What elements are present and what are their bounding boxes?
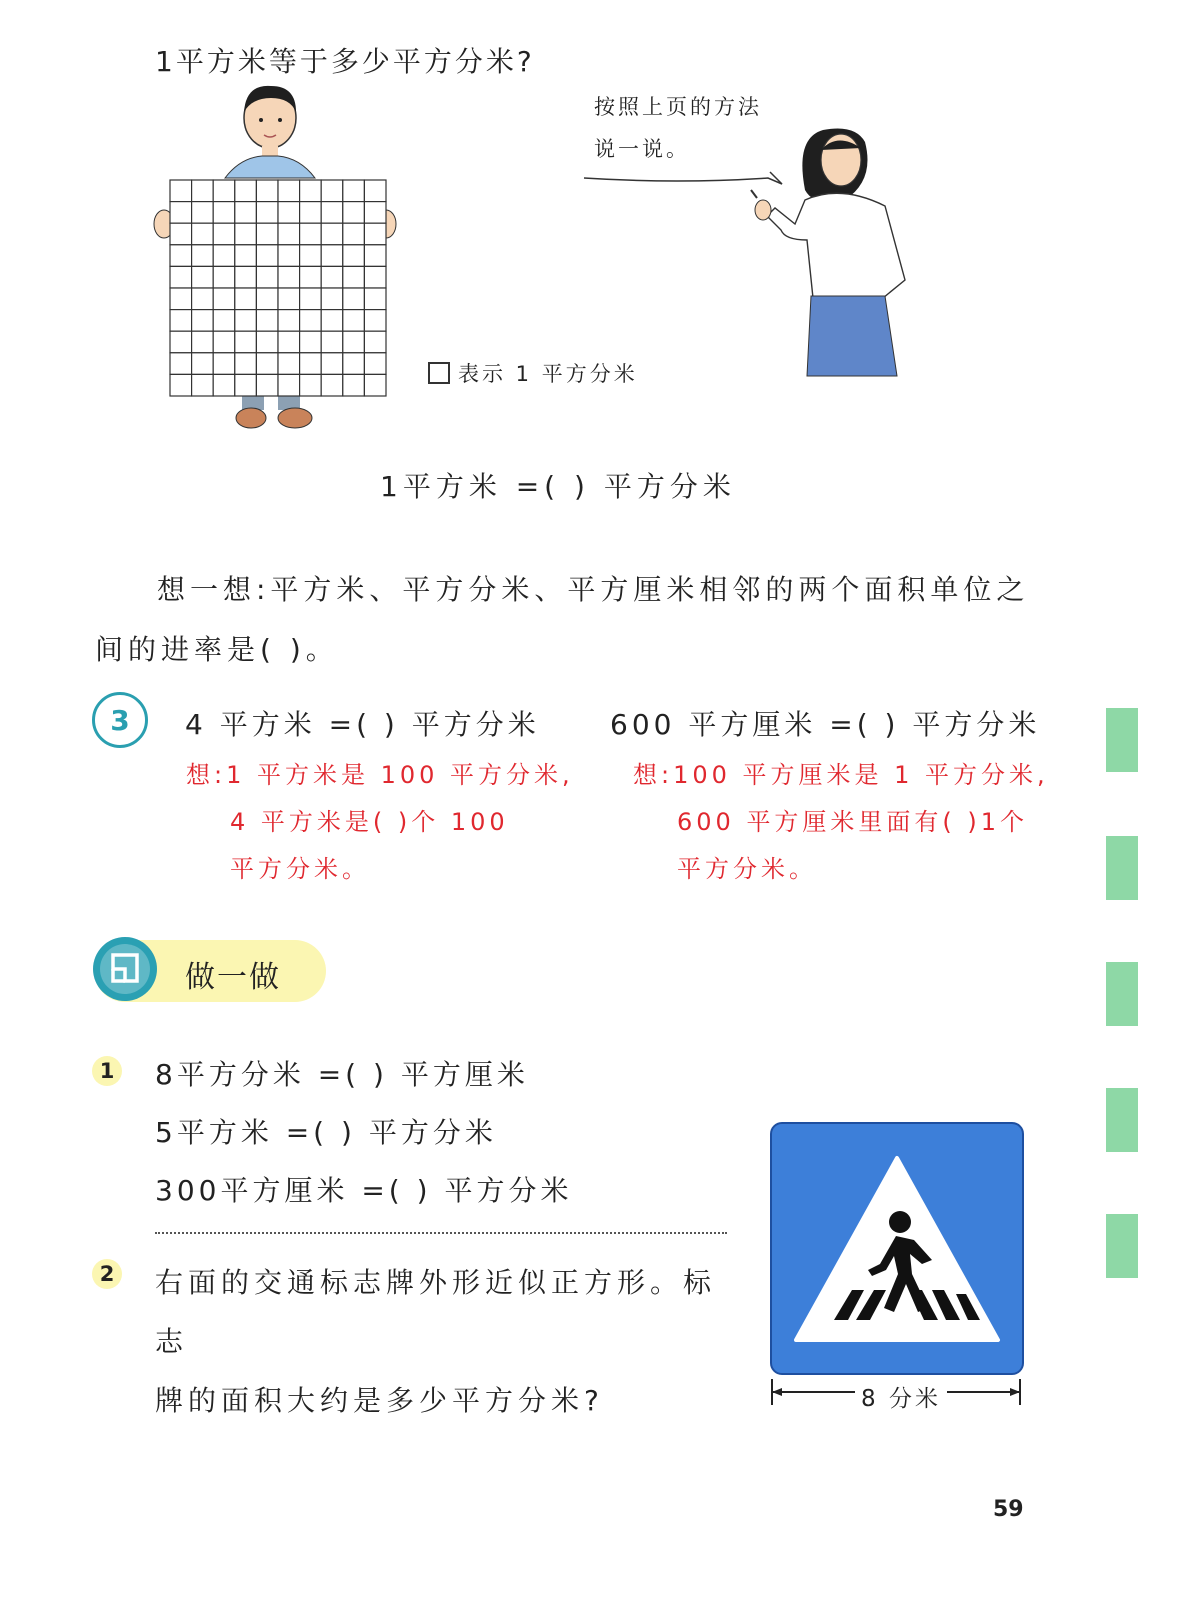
section-title: 做一做 <box>185 960 281 995</box>
grid-cell <box>321 223 343 245</box>
grid-cell <box>364 374 386 396</box>
grid-cell <box>278 180 300 202</box>
practice-icon <box>93 937 157 1001</box>
grid-cell <box>213 310 235 332</box>
practice-icon-glyph <box>93 937 157 1001</box>
grid-cell <box>364 310 386 332</box>
grid-cell <box>170 266 192 288</box>
divider <box>155 1232 727 1234</box>
grid-cell <box>300 331 322 353</box>
grid-cell <box>300 288 322 310</box>
grid-cell <box>321 266 343 288</box>
hint-left-line-2: 4 平方米是( )个 100 <box>230 808 509 836</box>
grid-cell <box>192 202 214 224</box>
grid-cell <box>192 310 214 332</box>
top-question: 1平方米等于多少平方分米? <box>155 45 535 78</box>
grid-cell <box>256 374 278 396</box>
grid-cell <box>170 180 192 202</box>
hint-right-line-3: 平方分米。 <box>677 855 817 883</box>
grid-cell <box>364 288 386 310</box>
grid-cell <box>192 223 214 245</box>
grid-cell <box>170 202 192 224</box>
grid-cell <box>213 288 235 310</box>
grid-cell <box>213 245 235 267</box>
grid-cell <box>235 266 257 288</box>
grid-cell <box>300 266 322 288</box>
grid-cell <box>235 310 257 332</box>
grid-cell <box>300 180 322 202</box>
pedestrian-icon <box>772 1124 1022 1373</box>
example3-left-equation: 4 平方米 =( ) 平方分米 <box>185 708 540 741</box>
grid-cell <box>300 374 322 396</box>
grid-cell <box>343 374 365 396</box>
grid-cell <box>321 374 343 396</box>
hint-right-line-1: 想:100 平方厘米是 1 平方分米, <box>633 761 1049 789</box>
grid-cell <box>278 223 300 245</box>
pedestrian-crossing-sign <box>770 1122 1024 1375</box>
square-icon <box>428 362 450 384</box>
boy-holding-grid-illustration <box>150 80 410 440</box>
grid-cell <box>170 223 192 245</box>
grid-cell <box>278 374 300 396</box>
grid-cell <box>213 374 235 396</box>
grid-cell <box>278 353 300 375</box>
example3-right-equation: 600 平方厘米 =( ) 平方分米 <box>610 708 1041 741</box>
grid-cell <box>235 202 257 224</box>
grid-cell <box>213 266 235 288</box>
exercise-2-line-2: 牌的面积大约是多少平方分米? <box>155 1384 604 1417</box>
grid-cell <box>321 202 343 224</box>
grid-cell <box>235 245 257 267</box>
side-tab-3 <box>1106 962 1138 1026</box>
side-tab-4 <box>1106 1088 1138 1152</box>
think-question <box>95 560 1055 680</box>
grid-cell <box>300 310 322 332</box>
grid-cell <box>213 331 235 353</box>
grid-cell <box>321 353 343 375</box>
grid-cell <box>256 180 278 202</box>
side-tab-1 <box>1106 708 1138 772</box>
grid-cell <box>321 180 343 202</box>
think-line-2: 间的进率是( )。 <box>95 633 339 666</box>
grid-cell <box>343 288 365 310</box>
exercise-1-line-1: 8平方分米 =( ) 平方厘米 <box>155 1058 529 1091</box>
teacher-illustration <box>745 120 925 382</box>
grid-cell <box>213 223 235 245</box>
width-label: 8 分米 <box>855 1380 947 1413</box>
grid-cell <box>321 331 343 353</box>
grid-legend <box>428 358 638 388</box>
exercise-2-badge: 2 <box>92 1259 122 1289</box>
grid-cell <box>256 288 278 310</box>
grid-cell <box>256 331 278 353</box>
grid-cell <box>278 288 300 310</box>
grid-legend-text: 表示 1 平方分米 <box>458 362 638 386</box>
grid-cell <box>192 374 214 396</box>
grid-cell <box>364 266 386 288</box>
grid-cell <box>170 310 192 332</box>
exercise-1-line-2: 5平方米 =( ) 平方分米 <box>155 1116 497 1149</box>
grid-cell <box>321 245 343 267</box>
speech-line-2: 说一说。 <box>594 137 690 161</box>
grid-cell <box>300 353 322 375</box>
grid-cell <box>278 310 300 332</box>
grid-cell <box>256 310 278 332</box>
grid-cell <box>235 353 257 375</box>
grid-cell <box>321 288 343 310</box>
grid-cell <box>300 245 322 267</box>
grid-cell <box>364 202 386 224</box>
grid-cell <box>343 223 365 245</box>
grid-cell <box>343 353 365 375</box>
grid-cell <box>192 180 214 202</box>
speech-bubble-text <box>594 86 762 170</box>
grid-cell <box>192 266 214 288</box>
grid-cell <box>256 202 278 224</box>
example3-left-hint <box>186 752 574 893</box>
grid-cell <box>170 245 192 267</box>
example-number-badge: 3 <box>92 692 148 748</box>
grid-cell <box>343 331 365 353</box>
grid-cell <box>256 353 278 375</box>
grid-cell <box>170 353 192 375</box>
grid-cell <box>343 202 365 224</box>
grid-cell <box>300 223 322 245</box>
grid-cell <box>278 266 300 288</box>
side-tab-5 <box>1106 1214 1138 1278</box>
exercise-1-line-3: 300平方厘米 =( ) 平方分米 <box>155 1174 573 1207</box>
grid-cell <box>364 180 386 202</box>
grid-cell <box>343 266 365 288</box>
grid-cell <box>300 202 322 224</box>
example3-right-hint <box>633 752 1049 893</box>
grid-cell <box>364 223 386 245</box>
hint-left-line-1: 想:1 平方米是 100 平方分米, <box>186 761 574 789</box>
grid-cell <box>235 223 257 245</box>
grid-cell <box>343 180 365 202</box>
grid-cell <box>235 374 257 396</box>
speech-line-1: 按照上页的方法 <box>594 95 762 119</box>
grid-cell <box>256 266 278 288</box>
grid-cell <box>364 245 386 267</box>
equation-main: 1平方米 =( ) 平方分米 <box>380 470 736 503</box>
grid-cell <box>364 331 386 353</box>
exercise-1-badge: 1 <box>92 1056 122 1086</box>
grid-cell <box>256 223 278 245</box>
hint-right-line-2: 600 平方厘米里面有( )1个 <box>677 808 1029 836</box>
grid-cell <box>278 202 300 224</box>
grid-cell <box>321 310 343 332</box>
grid-cell <box>343 310 365 332</box>
grid-cell <box>170 331 192 353</box>
grid-cell <box>278 245 300 267</box>
grid-cell <box>213 180 235 202</box>
grid-cell <box>343 245 365 267</box>
grid-cell <box>235 331 257 353</box>
side-tab-2 <box>1106 836 1138 900</box>
grid-cell <box>213 202 235 224</box>
exercise-2-text <box>155 1253 735 1430</box>
grid-cell <box>192 288 214 310</box>
grid-cell <box>364 353 386 375</box>
grid-cell <box>235 288 257 310</box>
hint-left-line-3: 平方分米。 <box>230 855 370 883</box>
grid-cell <box>256 245 278 267</box>
grid-cell <box>278 331 300 353</box>
grid-cell <box>192 331 214 353</box>
page-number: 59 <box>993 1497 1024 1522</box>
grid-cell <box>192 245 214 267</box>
grid-cell <box>192 353 214 375</box>
grid-cell <box>213 353 235 375</box>
grid-cell <box>170 374 192 396</box>
think-line-1: 想一想:平方米、平方分米、平方厘米相邻的两个面积单位之 <box>157 573 1030 606</box>
grid-cell <box>170 288 192 310</box>
exercise-2-line-1: 右面的交通标志牌外形近似正方形。标志 <box>155 1266 717 1358</box>
grid-cell <box>235 180 257 202</box>
